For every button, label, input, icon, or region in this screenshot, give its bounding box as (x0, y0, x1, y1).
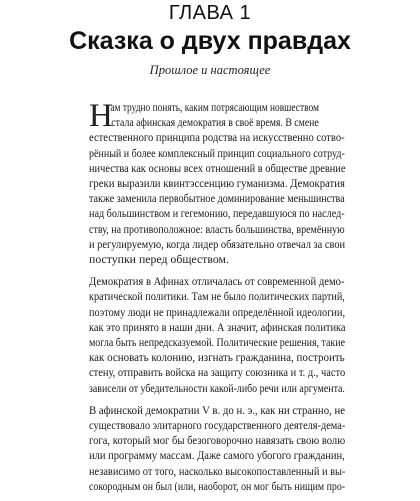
chapter-title: Сказка о двух правдах (69, 27, 351, 55)
paragraph (89, 403, 345, 494)
paragraph (89, 274, 345, 396)
text-line: кратической политики. Там не было политических партий, (89, 289, 345, 304)
text-line: стену, отправить войска на защиту союзника и т. д., часто (89, 365, 346, 380)
text-line: также заменила первобытное доминирование меньшинства (89, 191, 345, 206)
text-line: ничества как основы всех отношений в обществе древние (89, 160, 346, 175)
text-line: рённый и более комплексный принцип социального сотруд- (89, 145, 345, 160)
text-line: зависели от убедительности какой-либо речи или аргумента. (89, 380, 345, 395)
text-line: как это принято в наши дни. А значит, афинская политика (89, 319, 346, 334)
text-line: В афинской демократии V в. до н. э., как ни странно, не (89, 402, 346, 417)
text-line: греки выразили квинтэссенцию гуманизма. Демократия (89, 176, 345, 191)
chapter-subtitle: Прошлое и настоящее (149, 63, 271, 77)
text-line: поэтому люди не принадлежали определённой идеологии, (89, 304, 346, 319)
text-line: как основать колонию, изгнать гражданина, построить (89, 350, 345, 365)
text-line: могла быть непредсказуемой. Политические решения, такие (89, 335, 346, 350)
body-text (89, 100, 345, 501)
text-line: и регулируемую, когда лидер обязательно отвечал за свои (89, 236, 346, 251)
text-line: поступки перед обществом. (89, 252, 229, 267)
text-line: независимо от того, насколько высокопоставленный и вы- (89, 463, 346, 478)
text-line: сокородным он был (или, наоборот, он мог быть нищим про- (89, 478, 346, 493)
text-line: стала афинская демократия в своё время. В смене (111, 115, 319, 130)
text-line: ству, на противоположное: власть большинства, времённую (89, 221, 345, 236)
text-line: над большинством и гегемонию, передавшуюся по наслед- (89, 206, 345, 221)
paragraph (89, 100, 345, 267)
text-line: или программу массам. Даже самого убогого гражданин, (89, 448, 345, 463)
chapter-label: ГЛАВА 1 (168, 2, 252, 24)
drop-cap: Н (89, 98, 113, 134)
text-line: естественного принципа родства на искусственно сотво- (89, 130, 345, 145)
text-line: ам трудно понять, каким потрясающим новшеством (110, 100, 319, 114)
text-line: существовало элитарного государственного деятеля-дема- (89, 418, 346, 433)
text-line: Демократия в Афинах отличалась от современной демо- (89, 274, 345, 289)
text-line: гога, который мог бы безоговорочно навязать свою волю (89, 433, 346, 448)
